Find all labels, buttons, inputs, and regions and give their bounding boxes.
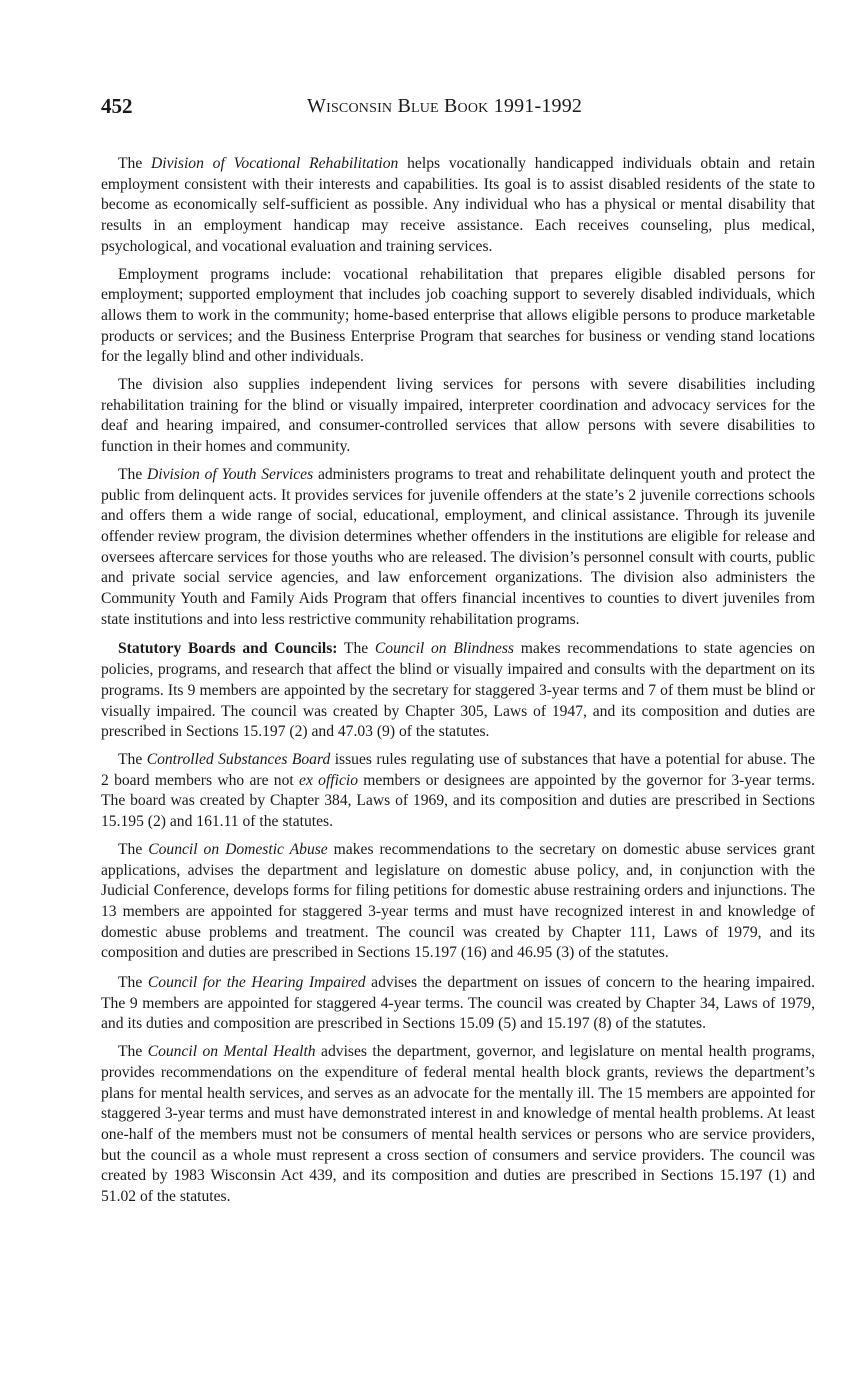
- text-run: The: [118, 974, 148, 992]
- text-run: The: [118, 1043, 148, 1061]
- council-name: Council for the Hearing Impaired: [147, 974, 366, 992]
- latin-term: ex officio: [299, 771, 359, 789]
- text-run: The: [118, 465, 148, 483]
- council-name: Council on Mental Health: [147, 1043, 316, 1061]
- running-header: [101, 92, 815, 122]
- document-page: [101, 92, 815, 1215]
- text-run: Employment programs include: vocational rehabilitation that prepares eligible disabled persons for employment; supported employment that includes job coaching support to severely disabled individuals, which allows them to work in the community; home-based enterprise that allows eligible persons to produce marketable products or services; and the Business Enterprise Program that searches for business or vending stand locations for the legally blind and other individuals.: [101, 265, 815, 366]
- paragraph-controlled-substances-board: [101, 750, 815, 833]
- text-run: advises the department on issues of concern to the hearing impaired. The 9 members are appointed for staggered 4-year terms. The council was created by Chapter 34, Laws of 1979, and its duties and composition are prescribed in Sections 15.09 (5) and 15.197 (8) of the statutes.: [101, 974, 815, 1033]
- council-name: Council on Blindness: [374, 640, 514, 658]
- text-run: makes recommendations to state agencies on policies, programs, and research that affect the blind or visually impaired and consults with the department on its programs. Its 9 members are appointed by the secretary for staggered 3-year terms and 7 of them must be blind or visually impaired. The council was created by Chapter 305, Laws of 1947, and its composition and duties are prescribed in Sections 15.197 (2) and 47.03 (9) of the statutes.: [101, 640, 815, 741]
- paragraph-council-on-domestic-abuse: [101, 840, 815, 964]
- paragraph-employment-programs: [101, 265, 815, 369]
- text-run: The: [118, 155, 152, 172]
- text-run: The: [118, 750, 147, 768]
- text-run: The: [118, 840, 149, 858]
- text-run: helps vocationally handicapped individuals obtain and retain employment consistent with their interests and capabilities. Its goal is to assist disabled residents of the state to become as economically self-sufficient as possible. Any individual who has a physical or mental disability that results in an employment handicap may receive assistance. Each receives counseling, plus medical, psychological, and vocational evaluation and training services.: [101, 155, 816, 255]
- paragraph-independent-living: [101, 375, 815, 458]
- text-run: makes recommendations to the secretary on domestic abuse services grant applications, advises the department and legislature on domestic abuse policy, and, in conjunction with the Judicial Conference, develops forms for filing petitions for domestic abuse restraining orders and injunctions. The 13 members are appointed for staggered 3-year terms and must have recognized interest in and knowledge of domestic abuse problems and treatment. The council was created by Chapter 111, Laws of 1979, and its composition and duties are prescribed in Sections 15.197 (16) and 46.95 (3) of the statutes.: [101, 840, 815, 962]
- division-name: Division of Youth Services: [147, 465, 314, 483]
- text-run: issues rules regulating use of substances that have a potential for abuse. The 2 board members who are not: [101, 750, 815, 789]
- text-run: members or designees are appointed by the governor for 3-year terms. The board was created by Chapter 384, Laws of 1969, and its composition and duties are prescribed in Sections 15.195 (2) and 161.11 of the statutes.: [101, 771, 815, 831]
- section-heading: Statutory Boards and Councils:: [118, 640, 338, 658]
- division-name: Division of Vocational Rehabilitation: [151, 155, 399, 172]
- paragraph-council-on-blindness: [101, 639, 815, 743]
- paragraph-council-on-mental-health: [101, 1042, 815, 1208]
- paragraph-vocational-rehabilitation: [101, 154, 815, 258]
- text-run: The division also supplies independent living services for persons with severe disabilities including rehabilitation training for the blind or visually impaired, interpreter coordination and advocacy services for the deaf and hearing impaired, and consumer-controlled services that allow persons with severe disabilities to function in their homes and community.: [101, 376, 815, 456]
- text-run: advises the department, governor, and legislature on mental health programs, provides recommendations on the expenditure of federal mental health block grants, reviews the department’s plans for mental health services, and serves as an advocate for the mentally ill. The 15 members are appointed for staggered 3-year terms and must have demonstrated interest in and knowledge of mental health problems. At least one-half of the members must not be consumers of mental health services or persons who are service providers, but the council as a whole must represent a cross section of consumers and service providers. The council was created by 1983 Wisconsin Act 439, and its composition and duties are prescribed in Sections 15.197 (1) and 51.02 of the statutes.: [101, 1043, 815, 1206]
- header-title: Wisconsin Blue Book 1991-1992: [307, 95, 583, 117]
- page-number: 452: [101, 94, 133, 118]
- paragraph-council-hearing-impaired: [101, 973, 815, 1035]
- text-run: administers programs to treat and rehabilitate delinquent youth and protect the public from delinquent acts. It provides services for juvenile offenders at the state’s 2 juvenile corrections schools and offers them a wide range of social, educational, employment, and clinical assistance. Through its juvenile offender review program, the division determines whether offenders in the institutions are eligible for release and oversees aftercare services for those youths who are released. The division’s personnel consult with courts, public and private social service agencies, and law enforcement organizations. The division also administers the Community Youth and Family Aids Program that offers financial incentives to counties to divert juveniles from state institutions and into less restrictive community rehabilitation programs.: [101, 465, 815, 628]
- paragraph-youth-services: [101, 465, 815, 631]
- text-run: The: [337, 640, 375, 658]
- council-name: Council on Domestic Abuse: [148, 840, 328, 858]
- board-name: Controlled Substances Board: [146, 750, 331, 768]
- body-text: [101, 154, 815, 1208]
